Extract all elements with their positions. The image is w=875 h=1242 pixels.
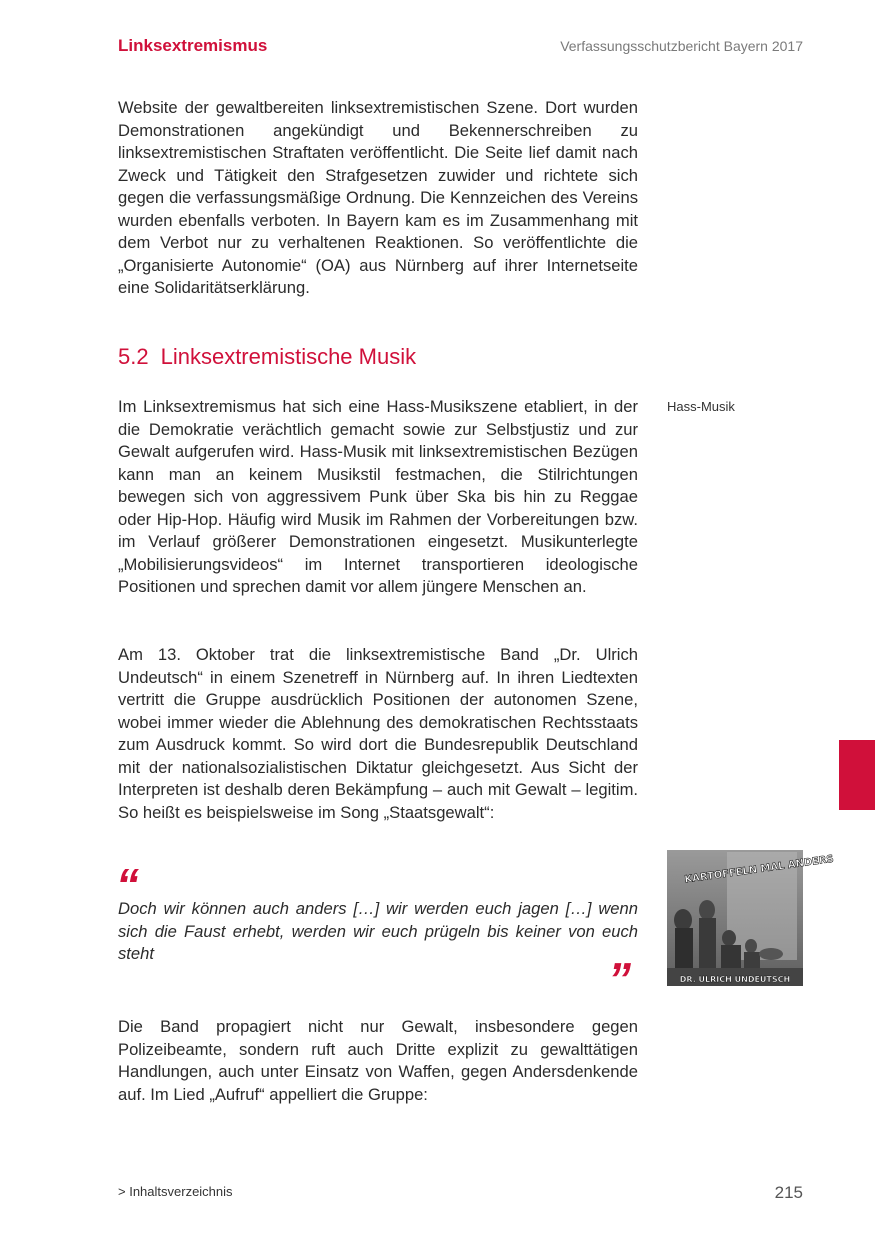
paragraph-2: Im Linksextremismus hat sich eine Hass-Musikszene etabliert, in der die Demokratie verächtlich gemacht sowie zur Selbstjustiz und zur Gewalt aufgerufen wird. Hass-Musik mit linksextremistischen Bezügen kann man an keinem Musikstil festmachen, die Stilrichtungen bewegen sich von aggressivem Punk über Ska bis hin zu Reggae oder Hip-Hop. Häufig wird Musik im Rahmen der Vorbereitungen bzw. im Verlauf größerer Demonstrationen eingesetzt. Musikunterlegte „Mobilisierungsvideos“ im Internet transportieren ideologische Positionen und sprechen damit vor allem jüngere Menschen an.: [118, 397, 638, 596]
publication-title: Verfassungsschutzbericht Bayern 2017: [560, 38, 803, 54]
table-of-contents-link[interactable]: > Inhaltsverzeichnis: [118, 1184, 233, 1199]
album-cover-image: [667, 850, 835, 986]
section-heading: [118, 344, 416, 370]
quote-open-mark: “: [116, 859, 135, 911]
margin-note: Hass-Musik: [667, 399, 735, 414]
paragraph-4: Die Band propagiert nicht nur Gewalt, insbesondere gegen Polizeibeamte, sondern ruft auch Dritte explizit zu gewalttätigen Handlungen, auch unter Einsatz von Waffen, gegen Andersdenkende auf. Im Lied „Aufruf“ appelliert die Gruppe:: [118, 1017, 638, 1104]
paragraph-1: Website der gewaltbereiten linksextremistischen Szene. Dort wurden Demonstrationen angekündigt und Bekennerschreiben zu linksextremistischen Straftaten veröffentlicht. Die Seite lief damit nach Zweck und Tätigkeit den Strafgesetzen zuwider und richtete sich gegen die verfassungsmäßige Ordnung. Die Kennzeichen des Vereins wurden ebenfalls verboten. In Bayern kam es im Zusammenhang mit dem Verbot nur zu verhaltenen Reaktionen. So veröffentlichte die „Organisierte Autonomie“ (OA) aus Nürnberg auf ihrer Internetseite eine Solidaritätserklärung.: [118, 98, 638, 297]
quote-close-mark: ”: [608, 953, 627, 1005]
section-title: Linksextremistische Musik: [160, 344, 417, 369]
quote-text: Doch wir können auch anders […] wir werden euch jagen […] wenn sich die Faust erhebt, werden wir euch prügeln bis keiner von euch steht: [118, 899, 638, 963]
album-cover-bottom-text: DR. ULRICH UNDEUTSCH: [679, 975, 791, 984]
paragraph-3: Am 13. Oktober trat die linksextremistische Band „Dr. Ulrich Undeutsch“ in einem Szenetreff in Nürnberg auf. In ihren Liedtexten vertritt die Gruppe ausdrücklich Positionen der autonomen Szene, wobei immer wieder die Ablehnung des demokratischen Rechtsstaats zum Ausdruck kommt. So wird dort die Bundesrepublik Deutschland mit der nationalsozialistischen Diktatur gleichgesetzt. Aus Sicht der Interpreten ist deshalb deren Bekämpfung – auch mit Gewalt – legitim. So heißt es beispielsweise im Song „Staatsgewalt“:: [118, 645, 638, 822]
section-number: 5.2: [118, 344, 149, 369]
album-cover-top-text: KARTOFFELN MAL ANDERS: [683, 853, 835, 886]
page-number: 215: [774, 1183, 803, 1202]
chapter-title: Linksextremismus: [118, 36, 268, 55]
chapter-tab-marker: [839, 740, 875, 810]
